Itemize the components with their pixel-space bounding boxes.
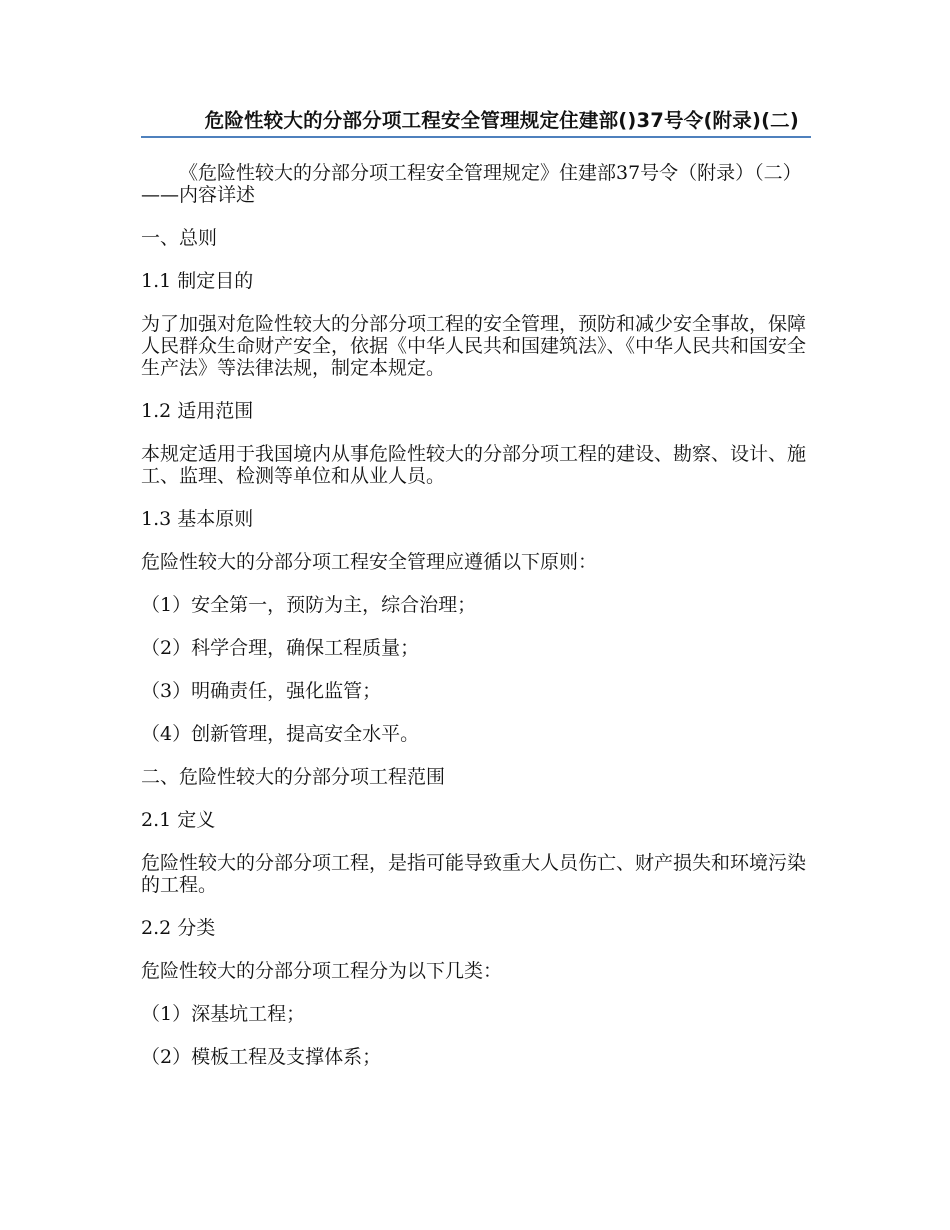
section-heading-scope: 二、危险性较大的分部分项工程范围 — [141, 766, 446, 788]
paragraph-definition: 危险性较大的分部分项工程，是指可能导致重大人员伤亡、财产损失和环境污染的工程。 — [141, 852, 807, 896]
subsection-heading-purpose: 1.1 制定目的 — [141, 270, 254, 292]
intro-paragraph: 《危险性较大的分部分项工程安全管理规定》住建部37号令（附录）（二）——内容详述 — [141, 162, 802, 206]
paragraph-scope: 本规定适用于我国境内从事危险性较大的分部分项工程的建设、勘察、设计、施工、监理、检测等单位和从业人员。 — [141, 443, 807, 487]
title-divider — [141, 136, 811, 138]
list-item-principle-1: （1）安全第一，预防为主，综合治理； — [141, 594, 477, 616]
subsection-heading-scope: 1.2 适用范围 — [141, 400, 254, 422]
paragraph-classification-intro: 危险性较大的分部分项工程分为以下几类： — [141, 960, 503, 982]
subsection-heading-definition: 2.1 定义 — [141, 809, 216, 831]
document-title: 危险性较大的分部分项工程安全管理规定住建部()37号令(附录)(二) — [204, 109, 799, 132]
list-item-principle-3: （3）明确责任，强化监管； — [141, 680, 382, 702]
section-heading-general: 一、总则 — [141, 227, 218, 249]
subsection-heading-classification: 2.2 分类 — [141, 917, 216, 939]
paragraph-purpose: 为了加强对危险性较大的分部分项工程的安全管理，预防和减少安全事故，保障人民群众生命财产安全，依据《中华人民共和国建筑法》、《中华人民共和国安全生产法》等法律法规，制定本规定。 — [141, 313, 807, 379]
paragraph-principles-intro: 危险性较大的分部分项工程安全管理应遵循以下原则： — [141, 551, 598, 573]
list-item-class-2: （2）模板工程及支撑体系； — [141, 1046, 382, 1068]
document-body — [141, 162, 811, 1068]
list-item-principle-4: （4）创新管理，提高安全水平。 — [141, 723, 420, 745]
document-page — [141, 0, 811, 1089]
list-item-class-1: （1）深基坑工程； — [141, 1003, 306, 1025]
subsection-heading-principles: 1.3 基本原则 — [141, 508, 254, 530]
list-item-principle-2: （2）科学合理，确保工程质量； — [141, 637, 420, 659]
